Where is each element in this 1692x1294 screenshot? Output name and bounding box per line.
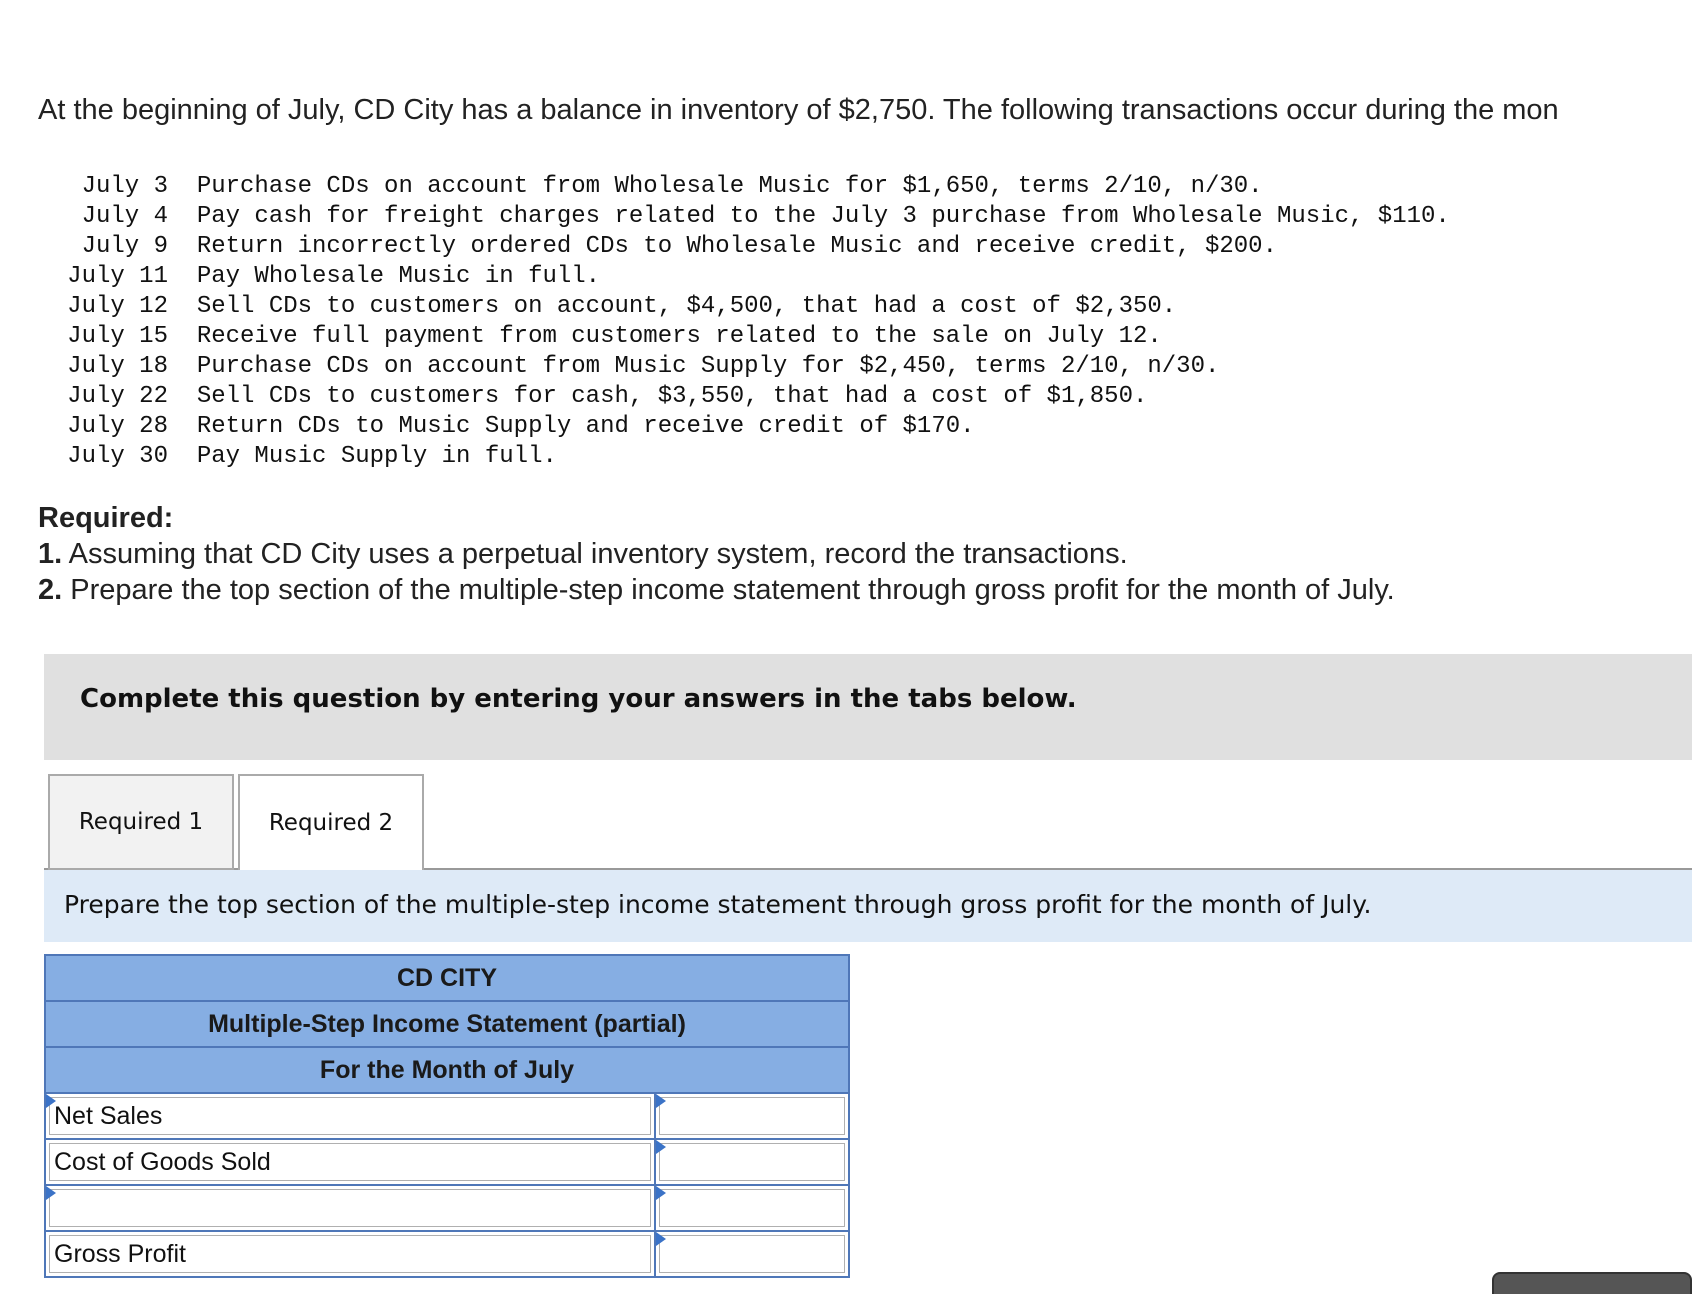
transaction-date: July 4 (81, 203, 168, 230)
statement-row-cogs (45, 1139, 849, 1185)
statement-title: Multiple-Step Income Statement (partial) (45, 1001, 849, 1047)
dropdown-marker-icon (656, 1140, 666, 1154)
amount-input-net-sales[interactable] (659, 1097, 845, 1135)
transaction-list (38, 172, 1450, 472)
transaction-date: July 3 (81, 173, 168, 200)
label-input-cogs[interactable] (49, 1143, 651, 1181)
transaction-description: Sell CDs to customers on account, $4,500, that had a cost of $2,350. (196, 293, 1177, 320)
required-item (38, 536, 1395, 572)
value-cell (655, 1139, 849, 1185)
transaction-description: Return CDs to Music Supply and receive credit of $170. (196, 413, 975, 440)
transaction-date: July 22 (67, 383, 168, 410)
transaction-item (38, 352, 1450, 382)
transaction-item (38, 232, 1450, 262)
statement-period: For the Month of July (45, 1047, 849, 1093)
transaction-date: July 9 (81, 233, 168, 260)
statement-header-row (45, 955, 849, 1001)
dropdown-marker-icon (656, 1094, 666, 1108)
transaction-description: Pay Wholesale Music in full. (196, 263, 601, 290)
required-text: Assuming that CD City uses a perpetual inventory system, record the transactions. (68, 538, 1128, 570)
transaction-description: Return incorrectly ordered CDs to Wholesale Music and receive credit, $200. (196, 233, 1277, 260)
statement-company: CD CITY (45, 955, 849, 1001)
instruction-banner (44, 654, 1692, 760)
value-cell (655, 1231, 849, 1277)
intro-text: At the beginning of July, CD City has a balance in inventory of $2,750. The following transactions occur during the mon (38, 94, 1559, 126)
amount-input-gross-profit[interactable] (659, 1235, 845, 1273)
transaction-item (38, 442, 1450, 472)
label-input-gross-profit[interactable] (49, 1235, 651, 1273)
dropdown-marker-icon (656, 1186, 666, 1200)
label-cell (45, 1139, 655, 1185)
next-button[interactable] (1492, 1272, 1692, 1294)
transaction-date: July 11 (67, 263, 168, 290)
prompt-text: Prepare the top section of the multiple-step income statement through gross profit for the month of July. (64, 890, 1372, 919)
transaction-item (38, 322, 1450, 352)
value-cell (655, 1093, 849, 1139)
transaction-item (38, 202, 1450, 232)
transaction-date: July 30 (67, 443, 168, 470)
tab-bar (44, 774, 1692, 870)
tab-required-1[interactable]: Required 1 (48, 774, 234, 870)
dropdown-marker-icon (46, 1186, 56, 1200)
required-item (38, 572, 1395, 608)
label-cell (45, 1093, 655, 1139)
statement-header-row (45, 1001, 849, 1047)
required-number: 2. (38, 574, 63, 606)
transaction-item (38, 412, 1450, 442)
prompt-banner (44, 870, 1692, 942)
statement-row-blank (45, 1185, 849, 1231)
transaction-description: Purchase CDs on account from Wholesale Music for $1,650, terms 2/10, n/30. (196, 173, 1263, 200)
statement-row-net-sales (45, 1093, 849, 1139)
statement-row-gross-profit (45, 1231, 849, 1277)
transaction-description: Pay cash for freight charges related to the July 3 purchase from Wholesale Music, $110. (196, 203, 1450, 230)
label-input-blank[interactable] (49, 1189, 651, 1227)
income-statement-table (44, 954, 850, 1278)
transaction-item (38, 292, 1450, 322)
required-heading: Required: (38, 502, 174, 534)
label-cell (45, 1185, 655, 1231)
transaction-date: July 15 (67, 323, 168, 350)
transaction-date: July 28 (67, 413, 168, 440)
transaction-date: July 18 (67, 353, 168, 380)
dropdown-marker-icon (46, 1094, 56, 1108)
transaction-date: July 12 (67, 293, 168, 320)
required-section (38, 500, 1395, 608)
statement-header-row (45, 1047, 849, 1093)
transaction-item (38, 382, 1450, 412)
tab-required-2[interactable]: Required 2 (238, 774, 424, 872)
transaction-description: Purchase CDs on account from Music Supply for $2,450, terms 2/10, n/30. (196, 353, 1220, 380)
label-input-net-sales[interactable] (49, 1097, 651, 1135)
amount-input-cogs[interactable] (659, 1143, 845, 1181)
amount-input-blank[interactable] (659, 1189, 845, 1227)
instruction-text: Complete this question by entering your answers in the tabs below. (80, 684, 1077, 714)
required-number: 1. (38, 538, 63, 570)
transaction-item (38, 172, 1450, 202)
required-text: Prepare the top section of the multiple-step income statement through gross profit for the month of July. (70, 574, 1395, 606)
label-cell (45, 1231, 655, 1277)
dropdown-marker-icon (656, 1232, 666, 1246)
transaction-item (38, 262, 1450, 292)
transaction-description: Receive full payment from customers related to the sale on July 12. (196, 323, 1162, 350)
value-cell (655, 1185, 849, 1231)
transaction-description: Pay Music Supply in full. (196, 443, 557, 470)
transaction-description: Sell CDs to customers for cash, $3,550, that had a cost of $1,850. (196, 383, 1148, 410)
